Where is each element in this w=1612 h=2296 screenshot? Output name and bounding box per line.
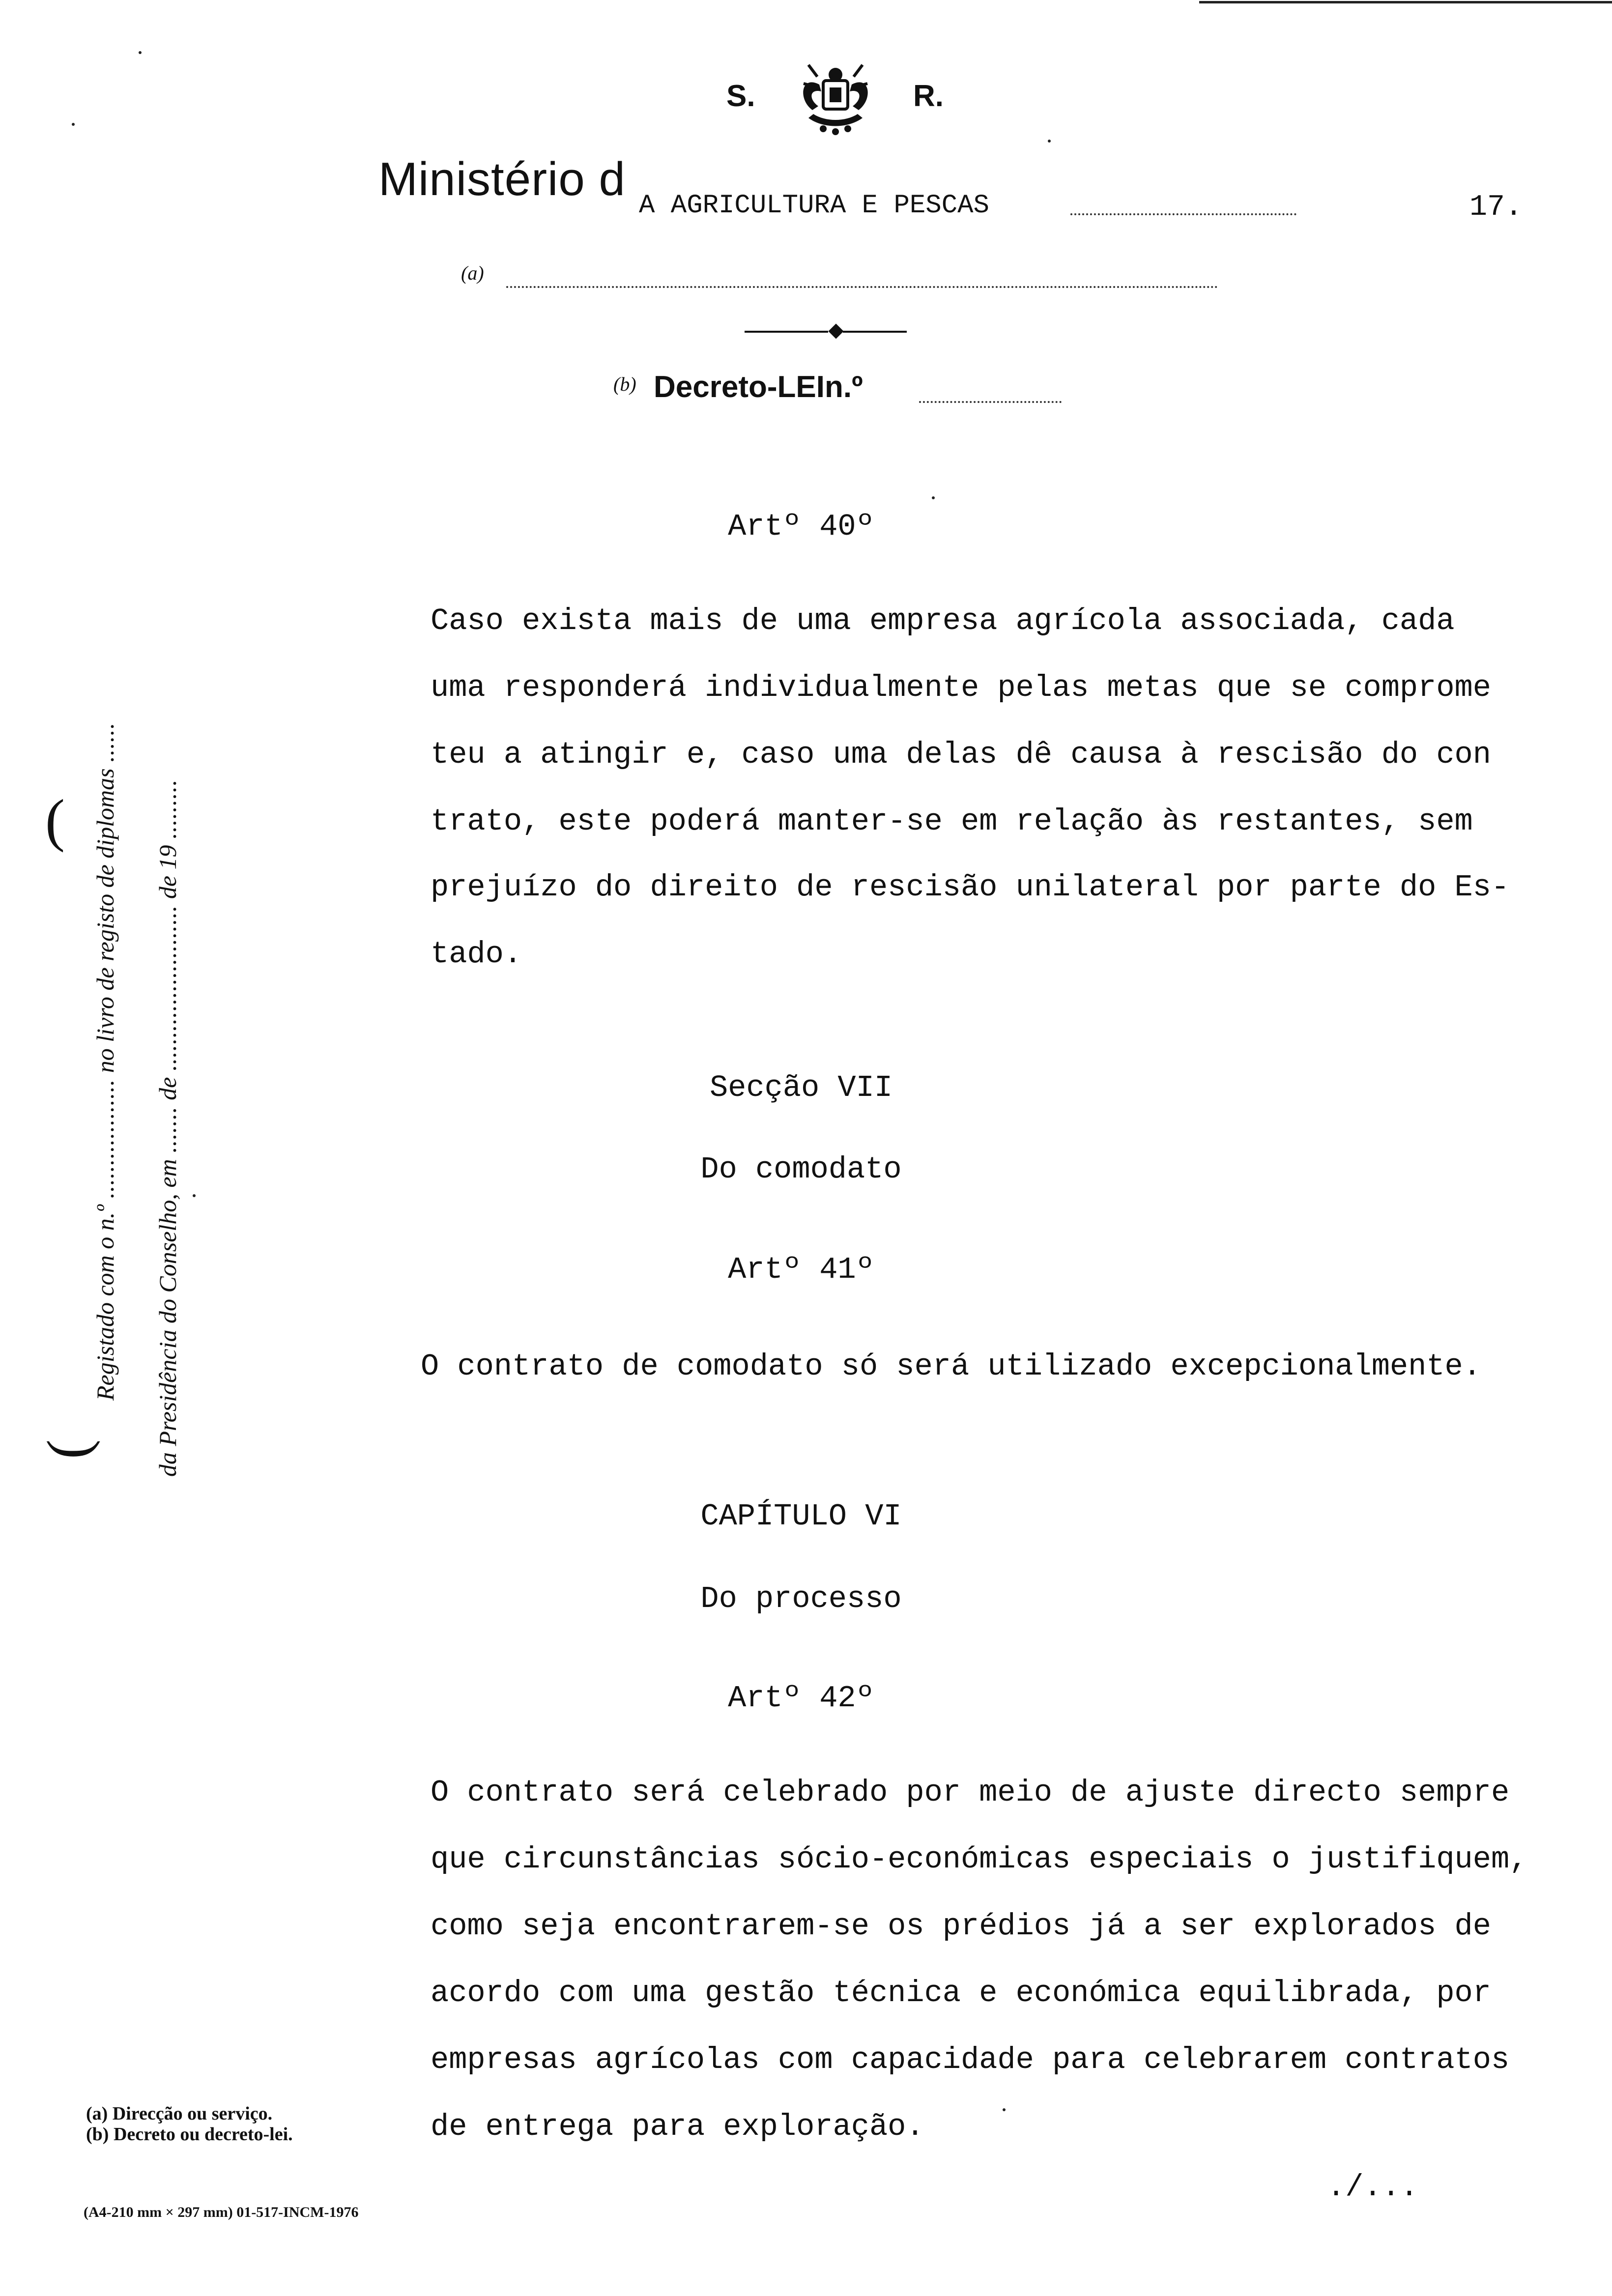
- footnote-b: (b) Decreto ou decreto-lei.: [86, 2124, 293, 2145]
- margin-fill-line: .........: [154, 779, 181, 839]
- decree-label: Decreto-LEIn.º: [654, 370, 863, 404]
- ornament-divider-right: [843, 331, 907, 333]
- article-40-line: Caso exista mais de uma empresa agrícola associada, cada: [431, 603, 1455, 638]
- ornament-diamond: [828, 323, 843, 339]
- article-42-line: que circunstâncias sócio-económicas especiais o justifiquem,: [431, 1842, 1528, 1877]
- article-40-line: uma responderá individualmente pelas metas que se comprome: [431, 670, 1491, 705]
- article-41-line: O contrato de comodato só será utilizado excepcionalmente.: [421, 1349, 1481, 1384]
- margin-registration-line-2: [153, 779, 182, 1477]
- scan-speck: [932, 496, 935, 499]
- margin-bracket-bottom: (: [34, 1439, 100, 1459]
- margin-fill-line: ......: [91, 722, 119, 762]
- ministry-label: Ministério d: [378, 153, 626, 205]
- article-40-line: prejuízo do direito de rescisão unilateral por parte do Es-: [431, 870, 1510, 905]
- article-41-heading: Artº 41º: [728, 1252, 874, 1287]
- continuation-mark: ./...: [1327, 2170, 1419, 2205]
- page-number: 17.: [1469, 191, 1523, 224]
- scan-speck: [139, 51, 142, 54]
- article-40-line: tado.: [431, 937, 522, 972]
- margin-bracket-top: (: [45, 787, 65, 853]
- section-title: Do comodato: [700, 1152, 902, 1187]
- article-40-line: trato, este poderá manter-se em relação às restantes, sem: [431, 804, 1473, 839]
- ministry-fill-line: [1070, 210, 1296, 215]
- margin-de-label: de: [154, 1077, 181, 1100]
- decree-number-fill-line: [919, 399, 1062, 403]
- margin-registry-book-label: no livro de registo de diplomas: [91, 768, 119, 1073]
- article-42-line: de entrega para exploração.: [431, 2109, 924, 2144]
- article-42-heading: Artº 42º: [728, 1681, 874, 1716]
- margin-year-label: de 19: [154, 845, 181, 899]
- article-40-heading: Artº 40º: [728, 509, 874, 544]
- article-42-line: empresas agrícolas com capacidade para celebrarem contratos: [431, 2042, 1510, 2077]
- margin-presidency-label: da Presidência do Conselho, em: [154, 1159, 181, 1477]
- chapter-heading: CAPÍTULO VI: [700, 1499, 902, 1534]
- scan-speck: [72, 123, 75, 126]
- margin-registered-label: Registado com o n.º: [91, 1205, 119, 1401]
- field-a-label: (a): [461, 262, 484, 284]
- section-heading: Secção VII: [709, 1070, 893, 1105]
- chapter-title: Do processo: [700, 1581, 902, 1616]
- article-42-line: acordo com uma gestão técnica e económica equilibrada, por: [431, 1976, 1491, 2010]
- scan-speck: [1003, 2108, 1006, 2111]
- article-42-line: O contrato será celebrado por meio de ajuste directo sempre: [431, 1775, 1510, 1810]
- field-a-fill-line: [506, 284, 1218, 288]
- header-letter-s: S.: [726, 79, 755, 113]
- ornament-divider-left: [745, 331, 828, 333]
- footnote-a: (a) Direcção ou serviço.: [86, 2103, 273, 2124]
- margin-fill-line: ..................: [91, 1079, 119, 1199]
- form-print-code: (A4-210 mm × 297 mm) 01-517-INCM-1976: [84, 2204, 359, 2220]
- margin-registration-line-1: [91, 722, 119, 1401]
- margin-fill-line: .........................: [154, 905, 181, 1071]
- decree-marker: (b): [613, 373, 636, 395]
- footnotes: [86, 2103, 293, 2145]
- article-42-line: como seja encontrarem-se os prédios já a ser explorados de: [431, 1909, 1491, 1944]
- margin-fill-line: .......: [154, 1106, 181, 1153]
- coat-of-arms-emblem: [789, 55, 882, 139]
- top-rule: [1199, 1, 1612, 3]
- scan-speck: [1048, 140, 1051, 143]
- ministry-name: A AGRICULTURA E PESCAS: [639, 191, 989, 221]
- header-letter-r: R.: [913, 79, 944, 113]
- scan-speck: [193, 1194, 196, 1197]
- article-40-line: teu a atingir e, caso uma delas dê causa à rescisão do con: [431, 737, 1491, 772]
